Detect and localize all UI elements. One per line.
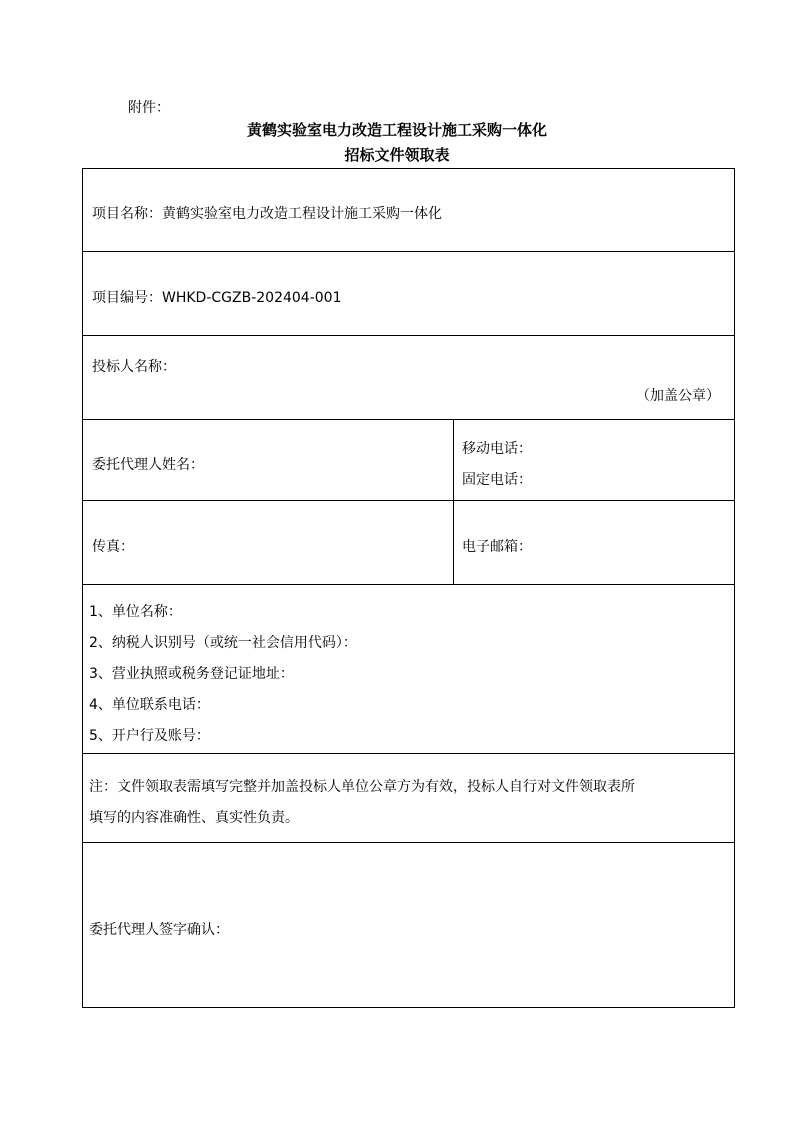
fixed-phone-field: 固定电话： — [462, 472, 532, 488]
document-title: 黄鹤实验室电力改造工程设计施工采购一体化 — [246, 121, 547, 139]
seal-note: （加盖公章） — [636, 388, 720, 404]
note-line-2: 填写的内容准确性、真实性负责。 — [89, 810, 299, 826]
signature-row — [83, 843, 734, 1007]
signature-field: 委托代理人签字确认： — [89, 922, 229, 938]
project-name-field: 项目名称：黄鹤实验室电力改造工程设计施工采购一体化 — [92, 206, 442, 222]
bid-document-collection-form — [82, 168, 735, 1008]
fax-email-row — [83, 501, 734, 585]
column-divider — [453, 420, 454, 500]
bidder-name-row — [83, 336, 734, 420]
info-item-company-phone: 4、单位联系电话： — [89, 697, 210, 713]
attachment-label: 附件： — [128, 100, 170, 116]
note-row — [83, 754, 734, 843]
project-number-row — [83, 252, 734, 336]
column-divider — [453, 501, 454, 584]
email-field: 电子邮箱： — [462, 539, 532, 555]
mobile-phone-field: 移动电话： — [462, 441, 532, 457]
agent-name-field: 委托代理人姓名： — [92, 457, 204, 473]
project-name-row — [83, 169, 734, 252]
project-number-field: 项目编号：WHKD-CGZB-202404-001 — [92, 290, 342, 306]
company-info-row — [83, 585, 734, 754]
info-item-bank-account: 5、开户行及账号： — [89, 728, 210, 744]
fax-field: 传真： — [92, 539, 134, 555]
info-item-license-address: 3、营业执照或税务登记证地址： — [89, 666, 294, 682]
agent-contact-row — [83, 420, 734, 501]
note-line-1: 注：文件领取表需填写完整并加盖投标人单位公章方为有效，投标人自行对文件领取表所 — [89, 779, 635, 795]
info-item-company-name: 1、单位名称： — [89, 604, 182, 620]
bidder-name-field: 投标人名称： — [92, 359, 176, 375]
info-item-tax-id: 2、纳税人识别号（或统一社会信用代码）： — [89, 635, 357, 651]
document-subtitle: 招标文件领取表 — [344, 146, 450, 164]
